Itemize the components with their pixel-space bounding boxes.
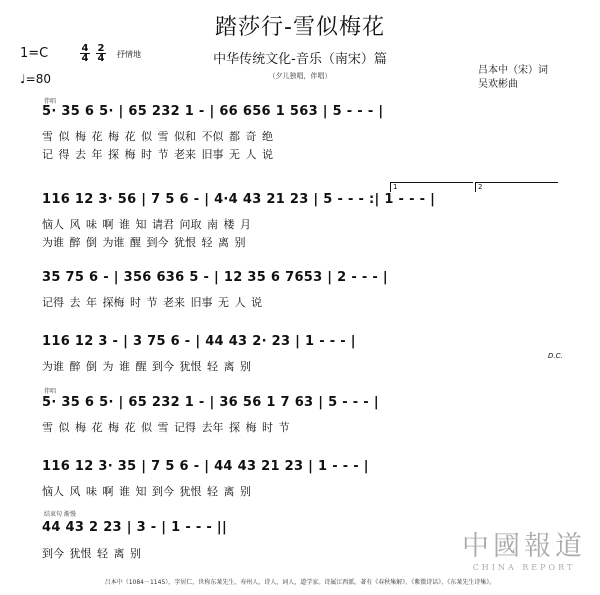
score-line-2-lyrics-2: 为谁 醉 倒 为谁 醒 到今 犹恨 轻 离 别 [42, 236, 246, 249]
china-report-watermark: 中國報道 CHINA REPORT [462, 531, 586, 572]
lyricist-credit: 吕本中（宋）词 [478, 65, 548, 76]
time-signature-2: 2 4 [97, 43, 105, 64]
score-line-7-lyrics-1: 到今 犹恨 轻 离 别 [42, 547, 141, 560]
score-line-3-lyrics-1: 记得 去 年 探梅 时 节 老来 旧事 无 人 说 [42, 296, 262, 309]
tempo-mark: 抒情地 [117, 50, 141, 59]
key-signature: 1=C [20, 46, 49, 61]
score-line-6-lyrics-1: 恼人 风 味 啊 谁 知 到今 犹恨 轻 离 别 [42, 485, 251, 498]
bpm-marking: ♩=80 [20, 72, 51, 86]
first-ending-bracket: 1 [390, 182, 473, 192]
score-line-1-notes: 5· 35 6 5· | 65 232 1 - | 66 656 1 563 | 5 - - - | [42, 104, 384, 119]
song-subtitle: 中华传统文化-音乐（南宋）篇 [213, 52, 387, 67]
score-line-7-notes: 44 43 2 23 | 3 - | 1 - - - || [42, 520, 227, 535]
score-line-2-lyrics-1: 恼人 风 味 啊 谁 知 请君 问取 南 楼 月 [42, 218, 251, 231]
song-title: 踏莎行-雪似梅花 [215, 15, 385, 40]
score-line-4-lyrics-1: 为谁 醉 倒 为 谁 醒 到今 犹恨 轻 离 别 [42, 360, 251, 373]
da-capo-mark: D.C. [548, 352, 563, 360]
score-line-4-notes: 116 12 3 - | 3 75 6 - | 44 43 2· 23 | 1 - - - | [42, 334, 356, 349]
score-line-2-notes: 116 12 3· 56 | 7 5 6 - | 4·4 43 21 23 | 5 - - - :| 1 - - - | [42, 192, 436, 207]
score-line-3-notes: 35 75 6 - | 356 636 5 - | 12 35 6 7653 | 2 - - - | [42, 270, 388, 285]
line-5-label: 伴唱 [44, 388, 57, 395]
composer-credit: 吴欢彬曲 [478, 79, 518, 90]
second-ending-bracket: 2 [475, 182, 558, 192]
score-line-5-notes: 5· 35 6 5· | 65 232 1 - | 36 56 1 7 63 | 5 - - - | [42, 395, 379, 410]
score-line-6-notes: 116 12 3· 35 | 7 5 6 - | 44 43 21 23 | 1 - - - | [42, 459, 369, 474]
author-footnote: 吕本中（1084－1145），字居仁，世称东莱先生，寿州人，诗人，词人，道学家。诗属江西派。著有《春秋集解》、《紫微诗话》、《东莱先生诗集》。 [104, 579, 496, 586]
line-7-label: 结束句 渐慢 [44, 511, 76, 518]
line-1-label: 伴唱 [44, 98, 57, 105]
score-line-5-lyrics-1: 雪 似 梅 花 梅 花 似 雪 记得 去年 探 梅 时 节 [42, 421, 290, 434]
performance-note: （夕儿独唱，伴唱） [268, 72, 332, 80]
score-line-1-lyrics-2: 记 得 去 年 探 梅 时 节 老来 旧事 无 人 说 [42, 148, 273, 161]
time-signature-1: 4 4 [81, 43, 89, 64]
score-line-1-lyrics-1: 雪 似 梅 花 梅 花 似 雪 似和 不似 都 奇 绝 [42, 130, 273, 143]
